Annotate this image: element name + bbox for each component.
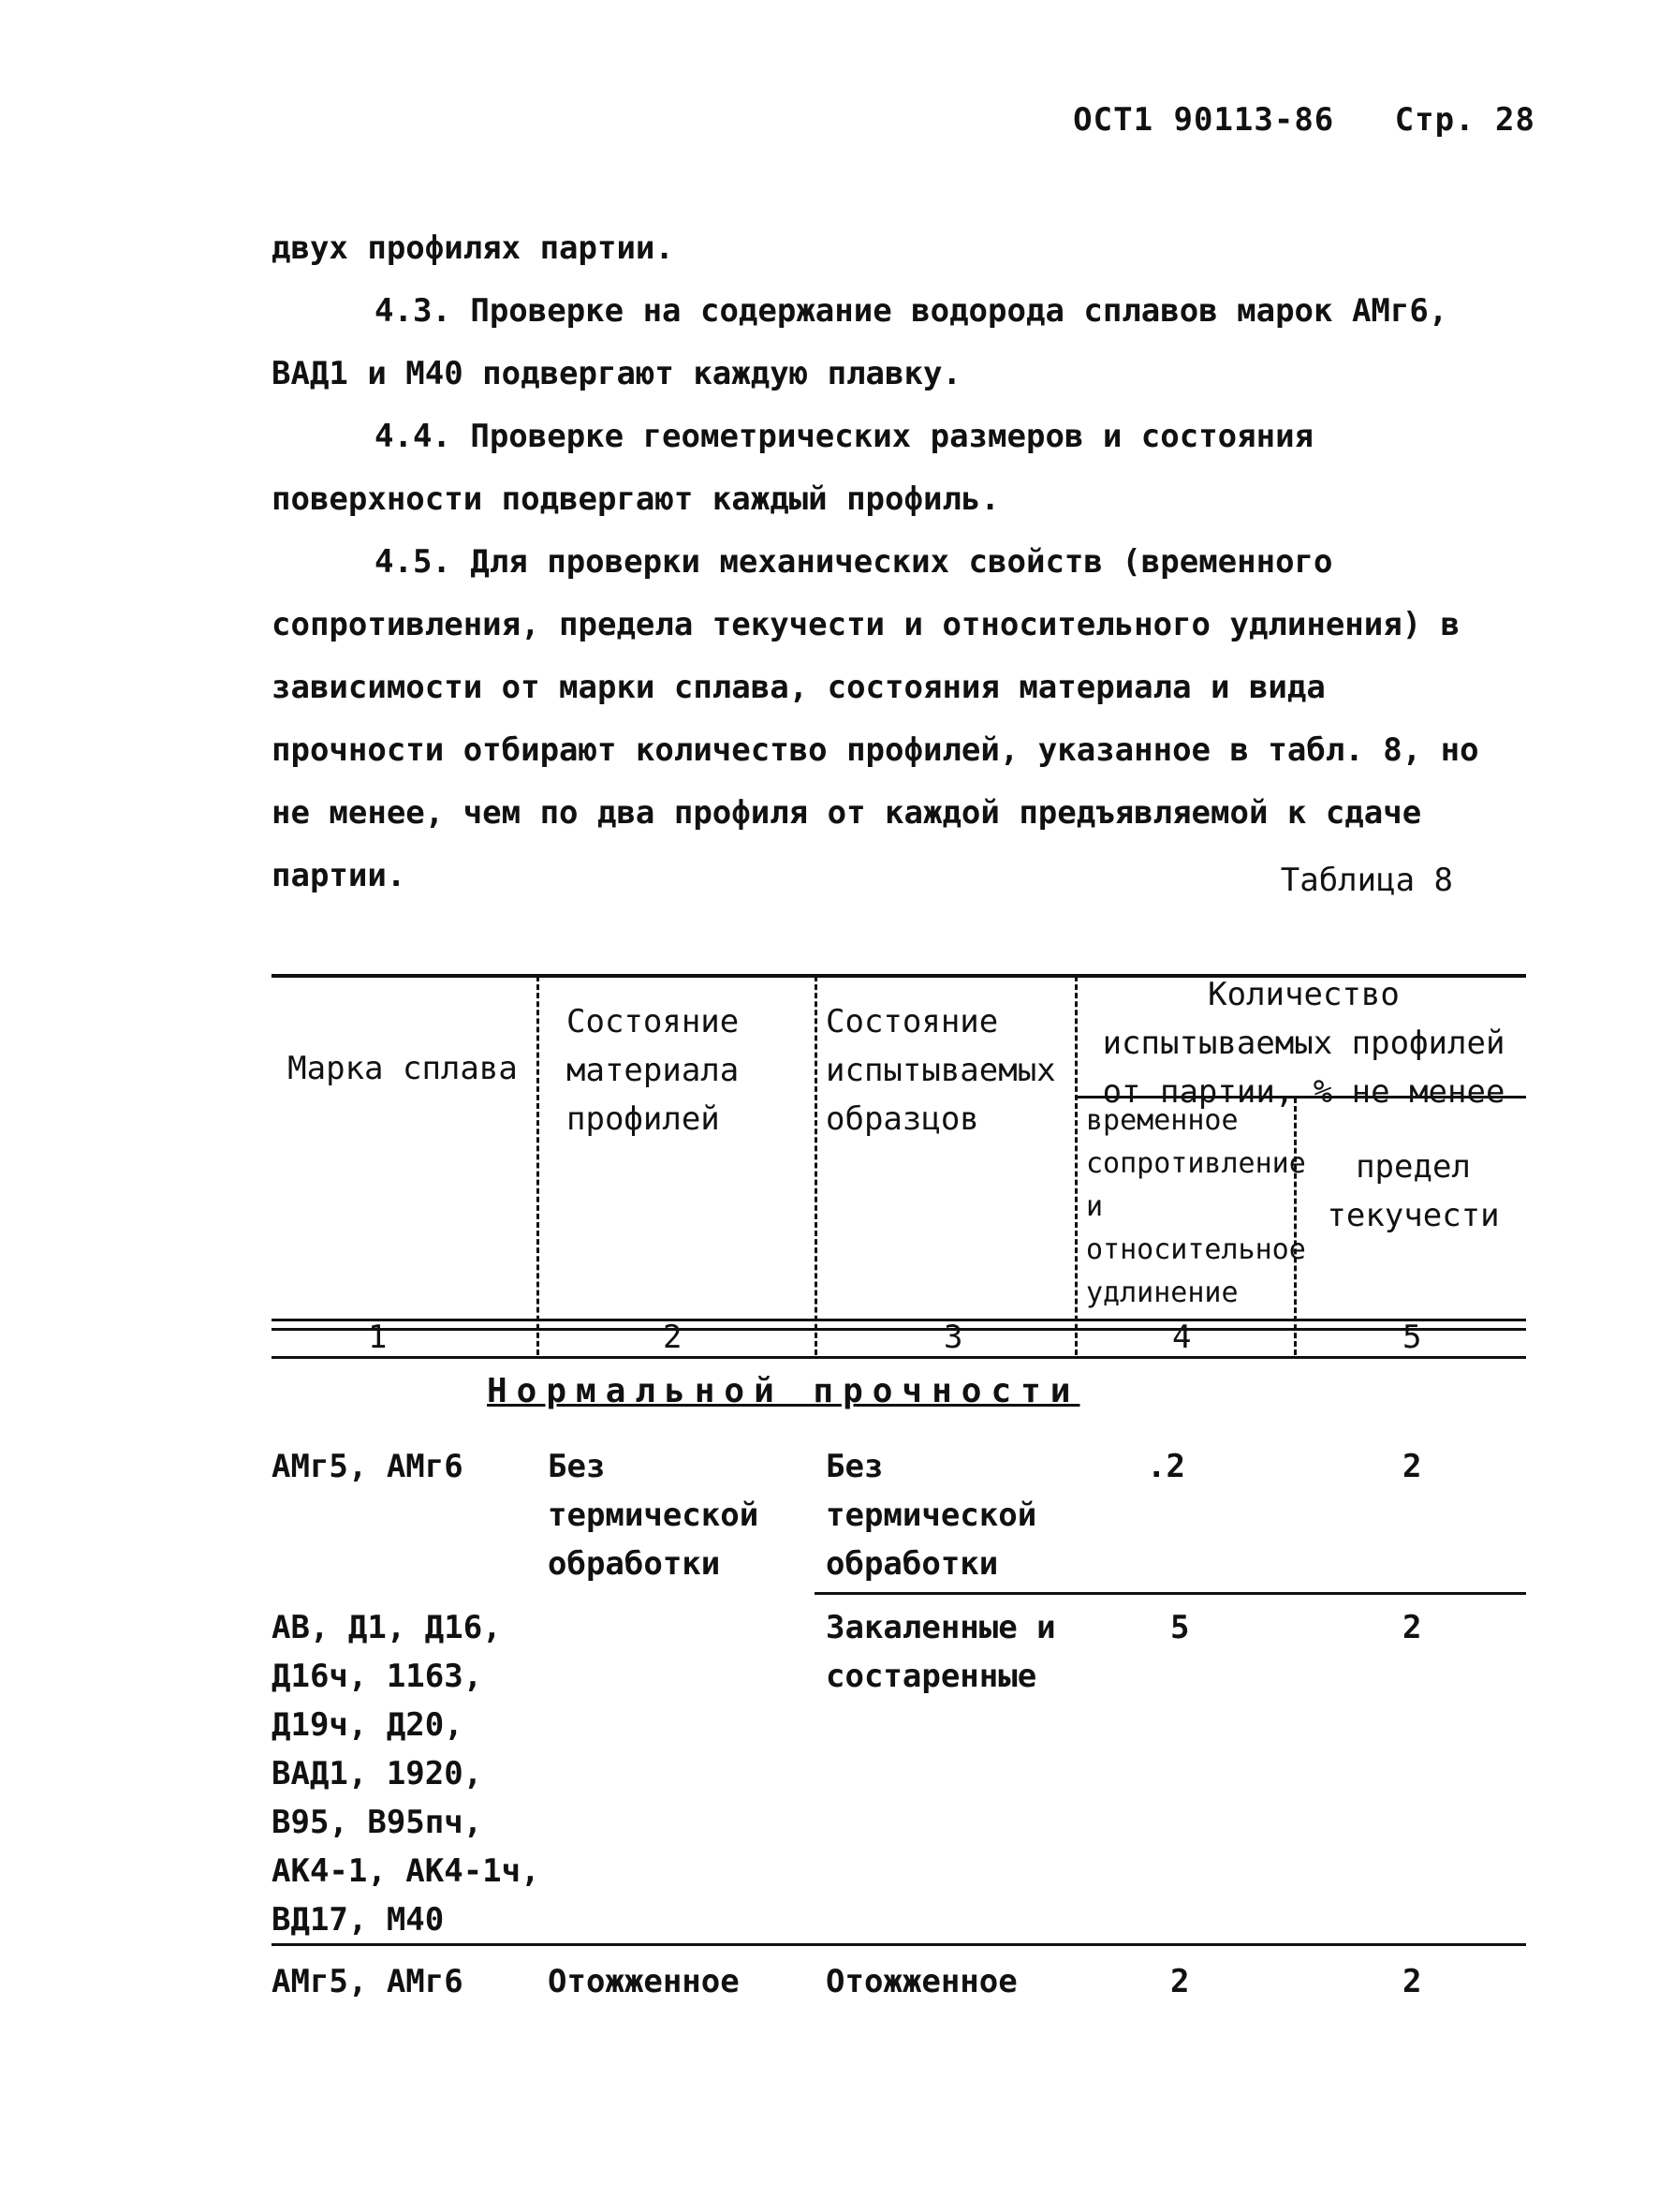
row3-material-state: Отожженное bbox=[548, 1963, 740, 2000]
header-yield: предел текучести bbox=[1327, 1148, 1500, 1234]
row2-tensile: 5 bbox=[1170, 1609, 1190, 1646]
body-text bbox=[272, 217, 1517, 907]
paragraph-4-3: 4.3. Проверке на содержание водорода сплавов марок АМг6, ВАД1 и М40 подвергают каждую плавку. bbox=[272, 292, 1448, 392]
numbers-bottom-rule bbox=[272, 1356, 1526, 1359]
header-material-state: Состояние материала профилей bbox=[566, 1003, 740, 1138]
row3-tensile: 2 bbox=[1170, 1963, 1190, 2000]
header-quantity: Количество испытываемых профилей от партии, % не менее bbox=[1102, 976, 1505, 1111]
row1-material-state: Без термической обработки bbox=[548, 1448, 759, 1583]
page-number: Стр. 28 bbox=[1394, 101, 1535, 139]
col-divider-3 bbox=[1075, 976, 1078, 1355]
section-title: Нормальной прочности bbox=[487, 1372, 1080, 1410]
table-label: Таблица 8 bbox=[1280, 862, 1453, 899]
row2-separator bbox=[272, 1943, 1526, 1946]
row2-grade: АВ, Д1, Д16, Д16ч, 1163, Д19ч, Д20, ВАД1, 1920, В95, В95пч, АК4-1, АК4-1ч, ВД17, М40 bbox=[272, 1609, 540, 1939]
col-divider-1 bbox=[536, 976, 539, 1355]
paragraph-4-4: 4.4. Проверке геометрических размеров и состояния поверхности подвергают каждый профиль. bbox=[272, 418, 1314, 518]
col-number-4: 4 bbox=[1172, 1319, 1192, 1356]
header-bottom-rule-2 bbox=[272, 1328, 1526, 1331]
row1-tensile: .2 bbox=[1147, 1448, 1185, 1485]
row2-yield: 2 bbox=[1402, 1609, 1422, 1646]
col-number-5: 5 bbox=[1402, 1319, 1422, 1356]
header-tensile: временное сопротивление и относительное удлинение bbox=[1086, 1104, 1306, 1309]
header-sample-state: Состояние испытываемых образцов bbox=[826, 1003, 1056, 1138]
row3-grade: АМг5, АМг6 bbox=[272, 1963, 463, 2000]
col-number-2: 2 bbox=[663, 1319, 683, 1356]
header-bottom-rule-1 bbox=[272, 1319, 1526, 1321]
col-number-3: 3 bbox=[944, 1319, 963, 1356]
header-grade: Марка сплава bbox=[287, 1050, 518, 1087]
col-number-1: 1 bbox=[368, 1319, 388, 1356]
row3-yield: 2 bbox=[1402, 1963, 1422, 2000]
paragraph-4-5: 4.5. Для проверки механических свойств (временного сопротивления, предела текучести и относительного удлинения) в зависимости от марки сплава, состояния материала и вида прочности отбирают количество профилей, указанное в табл. 8, но не менее, чем по два профиля от каждой предъявляемой к сдаче партии. bbox=[272, 543, 1479, 894]
paragraph-continuation: двух профилях партии. bbox=[272, 229, 674, 267]
row1-sample-state: Без термической обработки bbox=[826, 1448, 1037, 1583]
col-divider-4 bbox=[1294, 1098, 1297, 1355]
row1-grade: АМг5, АМг6 bbox=[272, 1448, 463, 1485]
row1-separator bbox=[815, 1592, 1526, 1595]
doc-code: ОСТ1 90113-86 bbox=[1073, 101, 1335, 139]
col-divider-2 bbox=[815, 976, 817, 1355]
row1-yield: 2 bbox=[1402, 1448, 1422, 1485]
page-header bbox=[1073, 101, 1535, 139]
row3-sample-state: Отожженное bbox=[826, 1963, 1018, 2000]
row2-sample-state: Закаленные и состаренные bbox=[826, 1609, 1056, 1695]
